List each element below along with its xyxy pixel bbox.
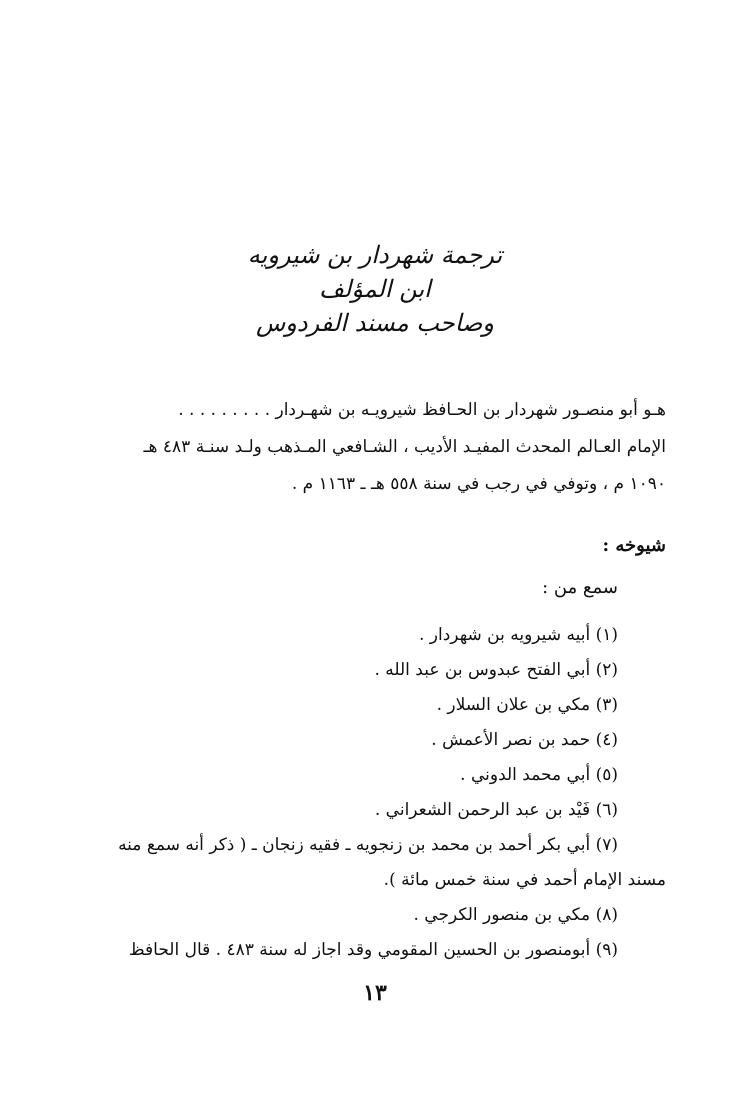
list-item: [88, 758, 618, 793]
item-number: (٣): [595, 695, 618, 715]
title-line-3: وصاحب مسند الفردوس: [256, 309, 494, 337]
heard-from-subheading: سمع من :: [542, 577, 618, 598]
intro-line-3: ١٠٩٠ م ، وتوفي في رجب في سنة ٥٥٨ هـ ـ ١١٦٣ م .: [291, 474, 666, 494]
item-number: (٨): [595, 905, 618, 925]
item-number: (٦): [595, 800, 618, 820]
list-item: [88, 933, 618, 968]
item-text: أبي بكر أحمد بن محمد بن زنجويه ـ فقيه زنجان ـ ( ذكر أنه سمع منه: [118, 835, 591, 855]
list-item: [88, 793, 618, 828]
item-text: مكي بن علان السلار .: [436, 695, 591, 715]
title-line-2: ابن المؤلف: [319, 275, 431, 303]
item-text: حمد بن نصر الأعمش .: [431, 730, 591, 750]
list-item: [88, 898, 618, 933]
intro-paragraph: [91, 392, 666, 503]
teachers-heading: شيوخه :: [602, 535, 666, 556]
page-number: ١٣: [363, 980, 387, 1006]
teachers-list: [88, 618, 666, 968]
list-item: [88, 688, 618, 723]
item-text: أبومنصور بن الحسين المقومي وقد اجاز له سنة ٤٨٣ . قال الحافظ: [128, 940, 591, 960]
item-text: أبيه شيرويه بن شهردار .: [419, 625, 591, 645]
list-item: [88, 618, 618, 653]
intro-line-2: الإمام العـالم المحدث المفيـد الأديب ، الشـافعي المـذهب ولـد سنـة ٤٨٣ هـ: [143, 437, 666, 457]
title-line-1: ترجمة شهردار بن شيرويه: [247, 241, 503, 269]
item-number: (٥): [595, 765, 618, 785]
item-number: (١): [595, 625, 618, 645]
item-number: (٢): [595, 660, 618, 680]
item-number: (٤): [595, 730, 618, 750]
item-text: أبي الفتح عبدوس بن عبد الله .: [374, 660, 591, 680]
item-text-continuation: مسند الإمام أحمد في سنة خمس مائة ).: [383, 870, 666, 890]
item-number: (٧): [595, 835, 618, 855]
item-number: (٩): [595, 940, 618, 960]
list-item: [88, 828, 666, 898]
item-text: مكي بن منصور الكرجي .: [413, 905, 591, 925]
biography-title: [0, 238, 750, 340]
list-item: [88, 653, 618, 688]
intro-line-1: هـو أبو منصـور شهردار بن الحـافظ شيرويـه بن شهـردار . . . . . . . . .: [178, 400, 666, 420]
item-text: فَيْد بن عبد الرحمن الشعراني .: [374, 800, 591, 820]
item-text: أبي محمد الدوني .: [460, 765, 591, 785]
list-item: [88, 723, 618, 758]
